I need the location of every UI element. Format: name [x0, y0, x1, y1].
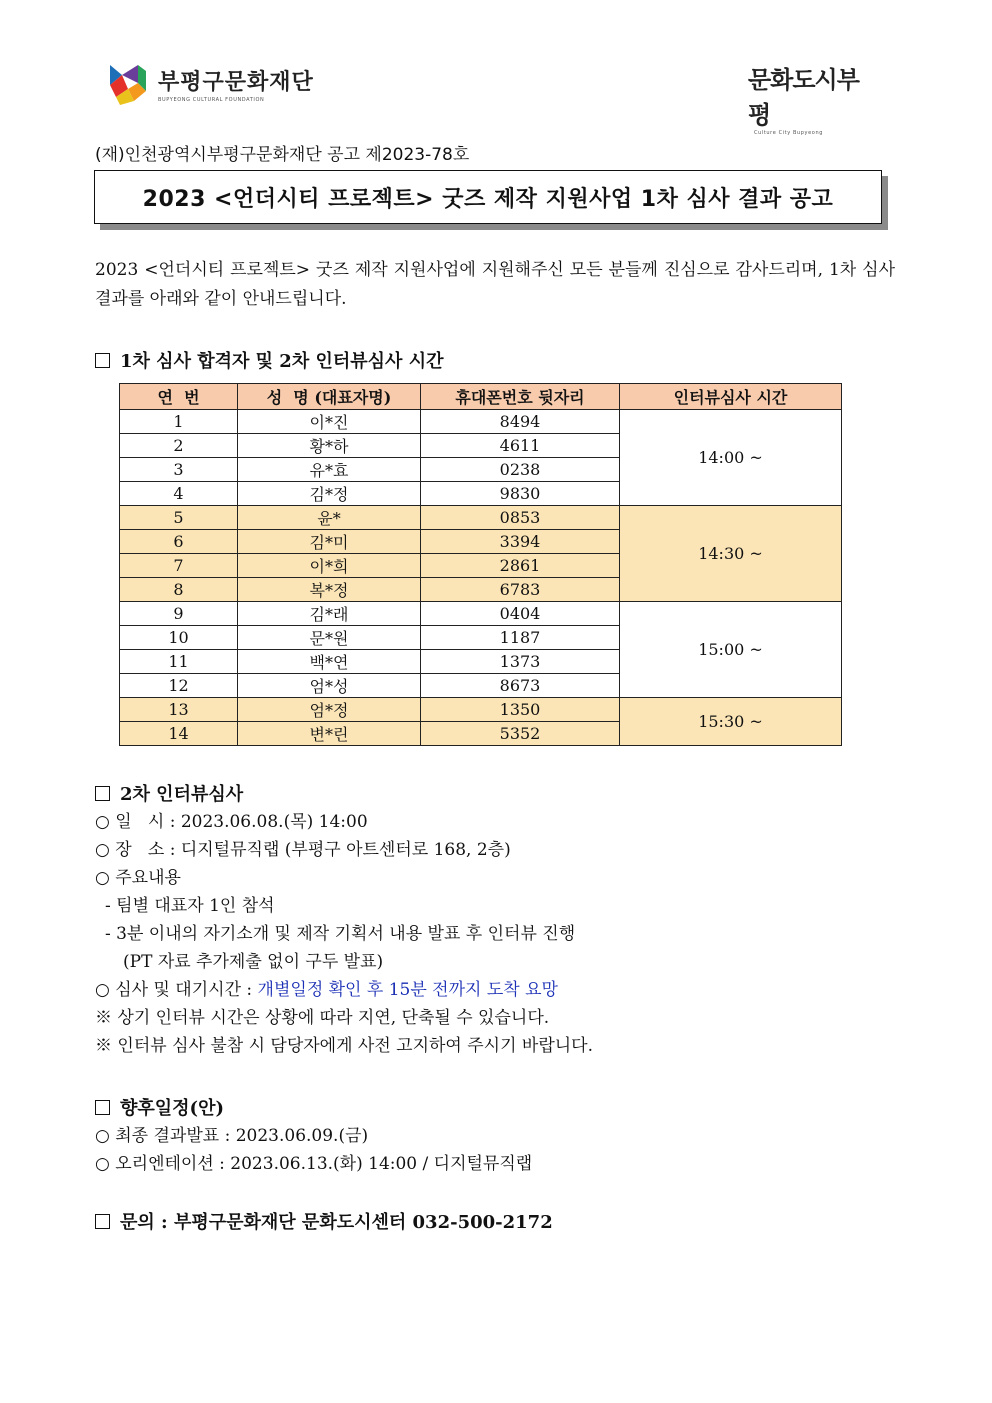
col-header-no: 연 번	[120, 384, 238, 410]
checkbox-icon	[95, 786, 110, 801]
row-no: 10	[120, 626, 238, 650]
col-header-time: 인터뷰심사 시간	[620, 384, 842, 410]
row-phone: 2861	[421, 554, 620, 578]
section2-heading-text: 2차 인터뷰심사	[120, 784, 244, 805]
interview-date: ○ 일 시 : 2023.06.08.(목) 14:00	[95, 812, 368, 832]
row-no: 3	[120, 458, 238, 482]
interview-place: ○ 장 소 : 디지털뮤직랩 (부평구 아트센터로 168, 2층)	[95, 840, 511, 860]
col-header-phone: 휴대폰번호 뒷자리	[421, 384, 620, 410]
section1-heading-text: 1차 심사 합격자 및 2차 인터뷰심사 시간	[120, 351, 444, 372]
foundation-logo-icon	[108, 61, 148, 107]
section3-heading	[95, 1094, 224, 1120]
row-phone: 1350	[421, 698, 620, 722]
row-no: 5	[120, 506, 238, 530]
row-name: 김*래	[238, 602, 421, 626]
interview-time: 15:30 ~	[620, 698, 842, 746]
intro-paragraph: 2023 <언더시티 프로젝트> 굿즈 제작 지원사업에 지원해주신 모든 분들께 진심으로 감사드리며, 1차 심사 결과를 아래와 같이 안내드립니다.	[95, 260, 895, 309]
row-name: 윤*	[238, 506, 421, 530]
content-item-2-note: (PT 자료 추가제출 없이 구두 발표)	[123, 952, 384, 972]
row-no: 6	[120, 530, 238, 554]
row-phone: 3394	[421, 530, 620, 554]
row-no: 9	[120, 602, 238, 626]
row-name: 김*미	[238, 530, 421, 554]
culture-city-logo-en: Culture City Bupyeong	[754, 130, 823, 136]
table-row	[120, 602, 842, 626]
row-name: 이*진	[238, 410, 421, 434]
row-name: 김*정	[238, 482, 421, 506]
interview-time: 15:00 ~	[620, 602, 842, 698]
row-phone: 1373	[421, 650, 620, 674]
row-phone: 1187	[421, 626, 620, 650]
section3-heading-text: 향후일정(안)	[120, 1098, 224, 1119]
row-no: 7	[120, 554, 238, 578]
contact-line	[95, 1208, 553, 1234]
row-no: 11	[120, 650, 238, 674]
wait-time-label: ○ 심사 및 대기시간 :	[95, 980, 258, 1000]
section1-heading	[95, 347, 443, 373]
row-no: 8	[120, 578, 238, 602]
row-phone: 8494	[421, 410, 620, 434]
contact-text: 문의 : 부평구문화재단 문화도시센터 032-500-2172	[120, 1212, 553, 1233]
foundation-logo-name: 부평구문화재단	[158, 70, 314, 95]
note-2: ※ 인터뷰 심사 불참 시 담당자에게 사전 고지하여 주시기 바랍니다.	[95, 1036, 594, 1056]
checkbox-icon	[95, 353, 110, 368]
foundation-logo	[108, 60, 314, 108]
col-header-name: 성 명 (대표자명)	[238, 384, 421, 410]
row-name: 복*정	[238, 578, 421, 602]
row-no: 1	[120, 410, 238, 434]
row-phone: 0404	[421, 602, 620, 626]
row-name: 엄*정	[238, 698, 421, 722]
row-phone: 8673	[421, 674, 620, 698]
culture-city-logo-name: 문화도시부평	[748, 65, 859, 129]
row-name: 유*효	[238, 458, 421, 482]
checkbox-icon	[95, 1100, 110, 1115]
row-phone: 6783	[421, 578, 620, 602]
section2-heading	[95, 780, 243, 806]
wait-time-value: 개별일정 확인 후 15분 전까지 도착 요망	[257, 980, 558, 1000]
interview-time: 14:30 ~	[620, 506, 842, 602]
row-phone: 5352	[421, 722, 620, 746]
row-name: 문*원	[238, 626, 421, 650]
page-title: 2023 <언더시티 프로젝트> 굿즈 제작 지원사업 1차 심사 결과 공고	[142, 186, 834, 212]
row-name: 변*린	[238, 722, 421, 746]
checkbox-icon	[95, 1214, 110, 1229]
table-header-row	[120, 384, 842, 410]
notice-number: (재)인천광역시부평구문화재단 공고 제2023-78호	[95, 145, 470, 165]
table-row	[120, 698, 842, 722]
row-phone: 4611	[421, 434, 620, 458]
content-item-1: - 팀별 대표자 1인 참석	[105, 896, 275, 916]
foundation-logo-en: BUPYEONG CULTURAL FOUNDATION	[158, 97, 265, 103]
row-phone: 0238	[421, 458, 620, 482]
schedule-table	[119, 383, 842, 746]
row-name: 황*하	[238, 434, 421, 458]
orientation: ○ 오리엔테이션 : 2023.06.13.(화) 14:00 / 디지털뮤직랩	[95, 1154, 533, 1174]
final-announcement: ○ 최종 결과발표 : 2023.06.09.(금)	[95, 1126, 369, 1146]
title-box	[94, 170, 882, 224]
row-name: 이*희	[238, 554, 421, 578]
table-row	[120, 506, 842, 530]
wait-time-line	[95, 975, 558, 1000]
row-no: 4	[120, 482, 238, 506]
note-1: ※ 상기 인터뷰 시간은 상황에 따라 지연, 단축될 수 있습니다.	[95, 1008, 550, 1028]
content-label: ○ 주요내용	[95, 868, 181, 888]
row-no: 2	[120, 434, 238, 458]
row-phone: 9830	[421, 482, 620, 506]
row-no: 14	[120, 722, 238, 746]
interview-time: 14:00 ~	[620, 410, 842, 506]
table-row	[120, 410, 842, 434]
content-item-2: - 3분 이내의 자기소개 및 제작 기획서 내용 발표 후 인터뷰 진행	[105, 924, 576, 944]
row-no: 13	[120, 698, 238, 722]
row-name: 엄*성	[238, 674, 421, 698]
row-no: 12	[120, 674, 238, 698]
row-name: 백*연	[238, 650, 421, 674]
row-phone: 0853	[421, 506, 620, 530]
culture-city-logo	[748, 60, 870, 136]
